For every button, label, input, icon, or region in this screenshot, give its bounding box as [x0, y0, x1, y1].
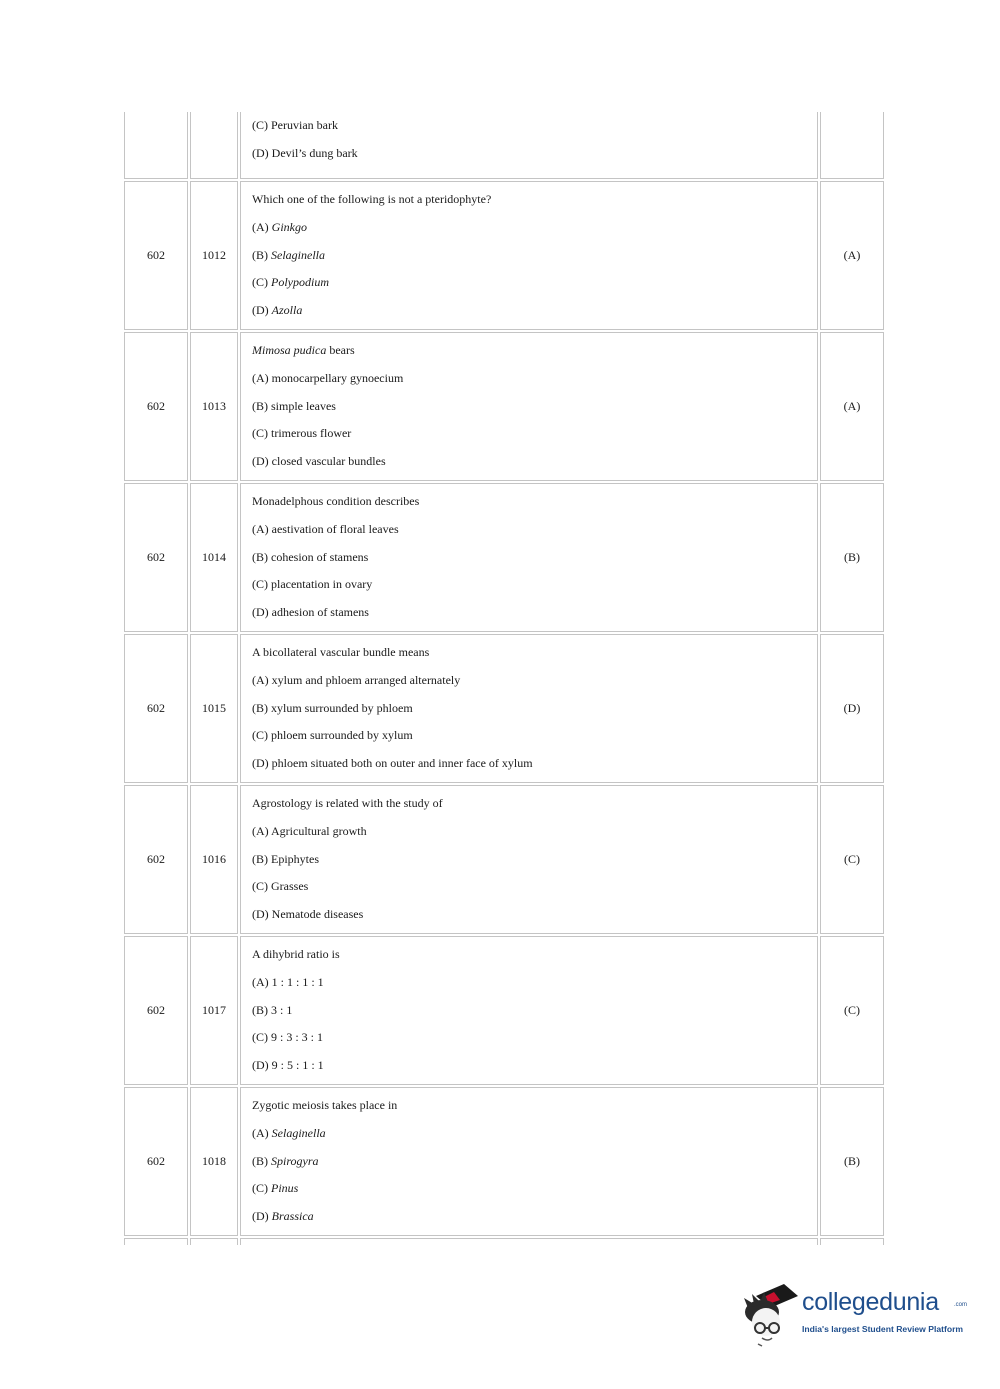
question-text: Zygotic meiosis takes place in	[252, 1098, 398, 1113]
question-number: 1016	[190, 785, 238, 934]
option-line: (C) phloem surrounded by xylum	[252, 728, 413, 743]
question-cell	[240, 785, 818, 934]
option-line: (C) placentation in ovary	[252, 577, 373, 592]
option-line: (C) 9 : 3 : 3 : 1	[252, 1030, 323, 1045]
option-line: (A) Selaginella	[252, 1125, 326, 1140]
mascot-icon	[740, 1282, 800, 1348]
subject-code: 602	[124, 181, 188, 330]
option-line: (D) Brassica	[252, 1209, 314, 1224]
option-line: (D) 9 : 5 : 1 : 1	[252, 1058, 324, 1073]
question-number: 1012	[190, 181, 238, 330]
option-line: (C) Pinus	[252, 1181, 299, 1196]
option-line: (C) trimerous flower	[252, 426, 352, 441]
question-text: Which one of the following is not a pteridophyte?	[252, 192, 492, 207]
subject-code: 602	[124, 332, 188, 481]
option-line: (B) Epiphytes	[252, 851, 319, 866]
option-line: (D) Azolla	[252, 303, 303, 318]
question-cell	[240, 936, 818, 1085]
answer-cell	[820, 112, 884, 179]
question-table	[122, 110, 886, 1247]
option-line: (A) 1 : 1 : 1 : 1	[252, 974, 324, 989]
option-line: (A) Agricultural growth	[252, 823, 367, 838]
question-row	[124, 785, 884, 934]
option-line: (B) xylum surrounded by phloem	[252, 700, 413, 715]
answer-key: (B)	[820, 483, 884, 632]
question-cell	[240, 1087, 818, 1236]
question-cell	[240, 483, 818, 632]
question-row	[124, 1087, 884, 1236]
answer-key: (B)	[820, 1087, 884, 1236]
question-text: Agrostology is related with the study of	[252, 796, 443, 811]
option-line: (D) Nematode diseases	[252, 907, 364, 922]
subject-code: 602	[124, 785, 188, 934]
logo-domain-suffix: .com	[954, 1302, 968, 1308]
subject-code: 602	[124, 634, 188, 783]
qno-cell	[190, 1238, 238, 1245]
option-line: (B) Spirogyra	[252, 1153, 319, 1168]
option-line: (B) 3 : 1	[252, 1002, 293, 1017]
question-cell	[240, 332, 818, 481]
question-row	[124, 483, 884, 632]
question-number: 1015	[190, 634, 238, 783]
logo-tagline: India's largest Student Review Platform	[802, 1324, 964, 1334]
collegedunia-logo[interactable]	[740, 1282, 970, 1352]
answer-key: (A)	[820, 181, 884, 330]
option-line: (D) phloem situated both on outer and inner face of xylum	[252, 756, 533, 771]
question-cell	[240, 1238, 818, 1245]
question-cell	[240, 112, 818, 179]
answer-key: (A)	[820, 332, 884, 481]
question-number: 1013	[190, 332, 238, 481]
code-cell	[124, 112, 188, 179]
question-row	[124, 332, 884, 481]
question-number: 1014	[190, 483, 238, 632]
option-line: (C) Polypodium	[252, 275, 329, 290]
continued-row	[124, 112, 884, 179]
continued-row-next	[124, 1238, 884, 1245]
option-line: (A) aestivation of floral leaves	[252, 521, 399, 536]
option-line: (D) adhesion of stamens	[252, 605, 369, 620]
option-line: (D) closed vascular bundles	[252, 454, 386, 469]
code-cell	[124, 1238, 188, 1245]
option-line: (D) Devil’s dung bark	[252, 145, 358, 160]
question-row	[124, 634, 884, 783]
subject-code: 602	[124, 936, 188, 1085]
option-line: (B) simple leaves	[252, 398, 336, 413]
answer-cell	[820, 1238, 884, 1245]
question-number: 1017	[190, 936, 238, 1085]
answer-key: (C)	[820, 785, 884, 934]
subject-code: 602	[124, 483, 188, 632]
subject-code: 602	[124, 1087, 188, 1236]
option-line: (A) xylum and phloem arranged alternately	[252, 672, 461, 687]
option-line: (A) Ginkgo	[252, 219, 307, 234]
option-line: (B) cohesion of stamens	[252, 549, 369, 564]
option-line: (C) Peruvian bark	[252, 118, 338, 132]
question-row	[124, 181, 884, 330]
option-line: (B) Selaginella	[252, 247, 325, 262]
question-number: 1018	[190, 1087, 238, 1236]
answer-key: (C)	[820, 936, 884, 1085]
question-row	[124, 936, 884, 1085]
qno-cell	[190, 112, 238, 179]
question-cell	[240, 634, 818, 783]
answer-key: (D)	[820, 634, 884, 783]
question-text: A bicollateral vascular bundle means	[252, 645, 430, 660]
option-line: (C) Grasses	[252, 879, 309, 894]
question-text: Mimosa pudica bears	[252, 343, 355, 358]
question-cell	[240, 181, 818, 330]
question-text: Monadelphous condition describes	[252, 494, 420, 509]
option-line: (A) monocarpellary gynoecium	[252, 370, 404, 385]
logo-wordmark: collegedunia	[802, 1288, 939, 1316]
question-text: A dihybrid ratio is	[252, 947, 340, 962]
